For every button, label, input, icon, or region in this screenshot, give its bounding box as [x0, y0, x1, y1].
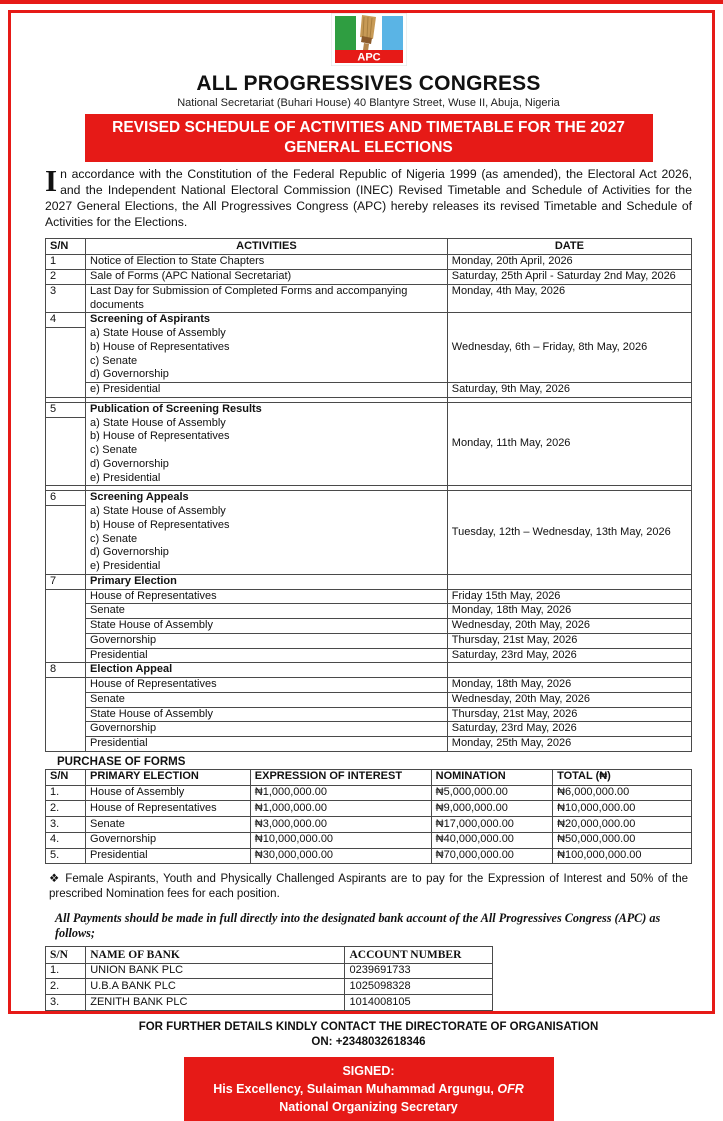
logo-green-stripe	[335, 16, 356, 50]
bank-col-name: NAME OF BANK	[86, 947, 345, 963]
table-row	[46, 402, 692, 486]
document-content	[45, 13, 692, 1121]
table-row	[46, 963, 493, 979]
table-row	[46, 604, 692, 619]
table-row	[46, 313, 692, 383]
section-title: Screening Appeals	[90, 491, 189, 504]
section-item: d) Governorship	[90, 368, 169, 381]
data-cell: ₦6,000,000.00	[553, 785, 692, 801]
forms-col-sn: S/N	[46, 769, 86, 785]
table-row	[46, 785, 692, 801]
intro-text: n accordance with the Constitution of the Federal Republic of Nigeria 1999 (as amended), the Electoral Act 2026, and the Independent National Electoral Commission (INEC) Revised Timetable and Schedule of Activities for the 2027 General Elections, the All Progressives Congress (APC) hereby releases its revised Timetable and Schedule of Activities for the Elections.	[45, 167, 692, 229]
data-cell: 0239691733	[345, 963, 493, 979]
data-cell: 3.	[46, 817, 86, 833]
table-row	[46, 284, 692, 313]
schedule-col-activities: ACTIVITIES	[86, 238, 448, 255]
data-cell: U.B.A BANK PLC	[86, 979, 345, 995]
signatory-title: National Organizing Secretary	[279, 1100, 458, 1115]
logo-apc-text: APC	[356, 51, 381, 64]
purchase-of-forms-table	[45, 769, 692, 865]
table-row	[46, 663, 692, 678]
forms-col-primary: PRIMARY ELECTION	[86, 769, 251, 785]
data-cell: Senate	[86, 817, 251, 833]
intro-paragraph	[45, 163, 692, 230]
title-banner: REVISED SCHEDULE OF ACTIVITIES AND TIMETABLE FOR THE 2027 GENERAL ELECTIONS	[85, 114, 653, 162]
table-row	[46, 633, 692, 648]
data-cell: 2.	[46, 979, 86, 995]
data-cell: ₦40,000,000.00	[431, 832, 552, 848]
logo-container	[45, 13, 692, 71]
payments-instruction: All Payments should be made in full directly into the designated bank account of the All Progressives Congress (APC) as follows;	[55, 911, 661, 941]
data-cell: UNION BANK PLC	[86, 963, 345, 979]
sn-cell	[46, 574, 86, 663]
date-cell: Tuesday, 12th – Wednesday, 13th May, 2026	[447, 491, 691, 575]
data-cell: ₦10,000,000.00	[250, 832, 431, 848]
data-cell: ₦17,000,000.00	[431, 817, 552, 833]
table-row	[46, 574, 692, 589]
section-item: c) Senate	[90, 532, 138, 545]
section-item: c) Senate	[90, 354, 138, 367]
data-cell: ₦100,000,000.00	[553, 848, 692, 864]
fee-note	[45, 872, 692, 902]
organization-address: National Secretariat (Buhari House) 40 Blantyre Street, Wuse II, Abuja, Nigeria	[177, 97, 560, 109]
data-cell: ₦30,000,000.00	[250, 848, 431, 864]
date-cell: Saturday, 9th May, 2026	[447, 383, 691, 398]
top-red-strip	[0, 0, 723, 4]
section-item: a) State House of Assembly	[90, 416, 226, 429]
data-cell: ₦20,000,000.00	[553, 817, 692, 833]
data-cell: 2.	[46, 801, 86, 817]
contact-block	[45, 1020, 692, 1051]
data-cell: ₦1,000,000.00	[250, 785, 431, 801]
data-cell: ZENITH BANK PLC	[86, 995, 345, 1011]
group-title-cell: Primary Election	[86, 574, 448, 589]
section-title: Screening of Aspirants	[90, 313, 211, 326]
table-row	[46, 707, 692, 722]
date-cell: Friday 15th May, 2026	[447, 589, 691, 604]
forms-header-row	[46, 769, 692, 785]
activity-cell: Last Day for Submission of Completed Forms and accompanying documents	[86, 284, 448, 313]
data-cell: ₦70,000,000.00	[431, 848, 552, 864]
data-cell: 1014008105	[345, 995, 493, 1011]
sn-cell	[46, 491, 86, 575]
sn-number: 5	[46, 403, 85, 418]
sn-number: 6	[46, 491, 85, 506]
signatory-honor: OFR	[497, 1082, 524, 1097]
data-cell: 1.	[46, 963, 86, 979]
section-item: b) House of Representatives	[90, 430, 230, 443]
table-row	[46, 832, 692, 848]
date-cell: Monday, 18th May, 2026	[447, 678, 691, 693]
date-cell: Thursday, 21st May, 2026	[447, 707, 691, 722]
table-row	[46, 692, 692, 707]
bank-header-row	[46, 947, 493, 963]
organization-title: ALL PROGRESSIVES CONGRESS	[196, 72, 541, 95]
sn-cell: 1	[46, 255, 86, 270]
table-row	[46, 270, 692, 285]
activity-cell: Senate	[86, 604, 448, 619]
signatory-name: His Excellency, Sulaiman Muhammad Argungu, OFR	[213, 1082, 524, 1097]
date-cell	[447, 663, 691, 678]
table-row	[46, 801, 692, 817]
data-cell: ₦10,000,000.00	[553, 801, 692, 817]
activity-cell	[86, 313, 448, 383]
section-item: a) State House of Assembly	[90, 505, 226, 518]
contact-line-1: FOR FURTHER DETAILS KINDLY CONTACT THE DIRECTORATE OF ORGANISATION	[138, 1020, 599, 1033]
bank-col-account: ACCOUNT NUMBER	[345, 947, 493, 963]
sn-cell	[46, 663, 86, 752]
data-cell: 1.	[46, 785, 86, 801]
table-row	[46, 491, 692, 575]
table-row	[46, 722, 692, 737]
activity-cell: Presidential	[86, 737, 448, 752]
signed-label: SIGNED:	[342, 1064, 395, 1078]
activity-cell: House of Representatives	[86, 678, 448, 693]
date-cell: Wednesday, 20th May, 2026	[447, 692, 691, 707]
table-row	[46, 589, 692, 604]
activity-cell: State House of Assembly	[86, 707, 448, 722]
section-item: a) State House of Assembly	[90, 327, 226, 340]
forms-col-expression: EXPRESSION OF INTEREST	[250, 769, 431, 785]
section-title: Publication of Screening Results	[90, 402, 262, 415]
date-cell: Saturday, 23rd May, 2026	[447, 722, 691, 737]
data-cell: ₦9,000,000.00	[431, 801, 552, 817]
section-item: e) Presidential	[90, 560, 161, 573]
activity-cell	[86, 491, 448, 575]
date-cell: Monday, 20th April, 2026	[447, 255, 691, 270]
forms-col-total: TOTAL (₦)	[553, 769, 692, 785]
table-row	[46, 648, 692, 663]
sn-cell	[46, 402, 86, 486]
drop-cap: I	[45, 163, 58, 199]
activity-cell: Senate	[86, 692, 448, 707]
date-cell: Saturday, 25th April - Saturday 2nd May, 2026	[447, 270, 691, 285]
section-item: b) House of Representatives	[90, 340, 230, 353]
activity-cell: Governorship	[86, 722, 448, 737]
sn-cell	[46, 313, 86, 398]
schedule-col-sn: S/N	[46, 238, 86, 255]
date-cell: Wednesday, 6th – Friday, 8th May, 2026	[447, 313, 691, 383]
data-cell: Governorship	[86, 832, 251, 848]
activity-cell: Governorship	[86, 633, 448, 648]
section-item: d) Governorship	[90, 457, 169, 470]
table-row	[46, 979, 493, 995]
table-row	[46, 678, 692, 693]
table-row	[46, 619, 692, 634]
schedule-table	[45, 238, 692, 752]
date-cell: Wednesday, 20th May, 2026	[447, 619, 691, 634]
activity-cell: Presidential	[86, 648, 448, 663]
activity-cell: e) Presidential	[86, 383, 448, 398]
data-cell: 3.	[46, 995, 86, 1011]
sn-number: 8	[46, 663, 85, 678]
sn-cell: 2	[46, 270, 86, 285]
diamond-bullet-icon: ❖	[49, 873, 61, 886]
schedule-col-date: DATE	[447, 238, 691, 255]
purchase-of-forms-title: PURCHASE OF FORMS	[57, 755, 186, 768]
section-item: d) Governorship	[90, 546, 169, 559]
activity-cell: House of Representatives	[86, 589, 448, 604]
sn-number: 4	[46, 313, 85, 328]
signed-banner	[184, 1057, 554, 1121]
date-cell: Monday, 25th May, 2026	[447, 737, 691, 752]
logo-blue-stripe	[382, 16, 403, 50]
activity-cell: Notice of Election to State Chapters	[86, 255, 448, 270]
activity-cell	[86, 402, 448, 486]
data-cell: House of Representatives	[86, 801, 251, 817]
table-row	[46, 383, 692, 398]
table-row	[46, 848, 692, 864]
date-cell	[447, 574, 691, 589]
apc-flag-logo-icon	[331, 13, 407, 66]
data-cell: Presidential	[86, 848, 251, 864]
date-cell: Monday, 18th May, 2026	[447, 604, 691, 619]
table-row	[46, 817, 692, 833]
group-title-cell: Election Appeal	[86, 663, 448, 678]
data-cell: ₦3,000,000.00	[250, 817, 431, 833]
data-cell: ₦5,000,000.00	[431, 785, 552, 801]
data-cell: 5.	[46, 848, 86, 864]
fee-note-text: Female Aspirants, Youth and Physically Challenged Aspirants are to pay for the Expression of Interest and 50% of the prescribed Nomination fees for each position.	[49, 873, 688, 901]
table-row	[46, 255, 692, 270]
contact-line-2: ON: +2348032618346	[311, 1036, 426, 1049]
activity-cell: Sale of Forms (APC National Secretariat)	[86, 270, 448, 285]
section-item: e) Presidential	[90, 471, 161, 484]
data-cell: 1025098328	[345, 979, 493, 995]
schedule-header-row	[46, 238, 692, 255]
data-cell: ₦1,000,000.00	[250, 801, 431, 817]
sn-number: 7	[46, 575, 85, 590]
bank-col-sn: S/N	[46, 947, 86, 963]
data-cell: House of Assembly	[86, 785, 251, 801]
sn-cell: 3	[46, 284, 86, 313]
section-item: b) House of Representatives	[90, 518, 230, 531]
table-row	[46, 737, 692, 752]
activity-cell: State House of Assembly	[86, 619, 448, 634]
date-cell: Monday, 11th May, 2026	[447, 402, 691, 486]
section-item: c) Senate	[90, 444, 138, 457]
date-cell: Monday, 4th May, 2026	[447, 284, 691, 313]
date-cell: Saturday, 23rd May, 2026	[447, 648, 691, 663]
date-cell: Thursday, 21st May, 2026	[447, 633, 691, 648]
forms-col-nomination: NOMINATION	[431, 769, 552, 785]
data-cell: 4.	[46, 832, 86, 848]
data-cell: ₦50,000,000.00	[553, 832, 692, 848]
bank-accounts-table	[45, 946, 493, 1011]
table-row	[46, 995, 493, 1011]
